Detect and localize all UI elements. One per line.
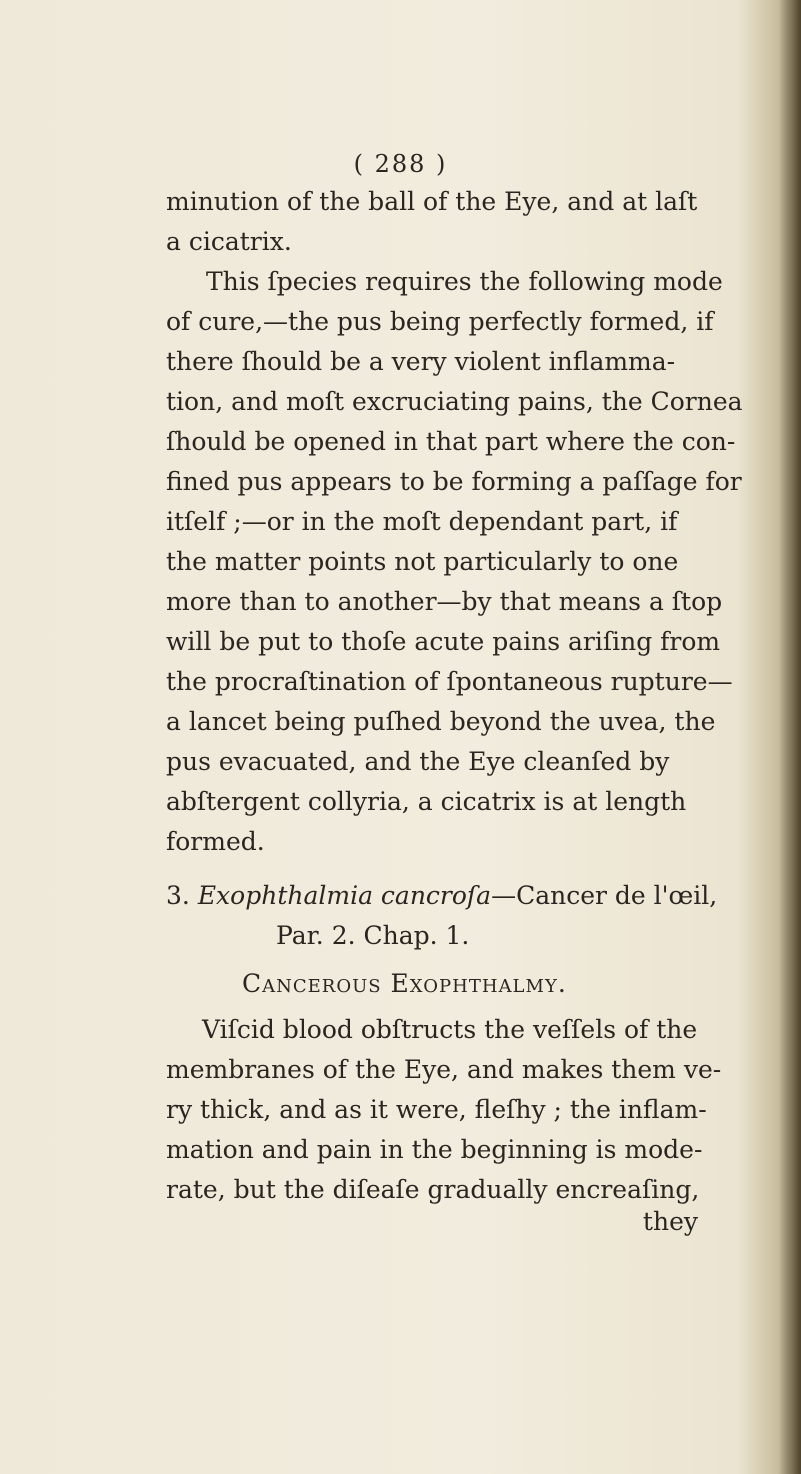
entry-latin-name: Exophthalmia cancroſa [197, 881, 492, 910]
text-line: tion, and moſt excruciating pains, the Cornea [166, 387, 743, 416]
text-line: This ſpecies requires the following mode [206, 267, 723, 296]
text-line: a cicatrix. [166, 227, 292, 256]
section-heading: Cancerous Exophthalmy. [242, 969, 567, 998]
text-line: ſhould be opened in that part where the con- [166, 427, 736, 456]
text-line: rate, but the diſeaſe gradually encreaſing, [166, 1175, 700, 1204]
text-line: minution of the ball of the Eye, and at laſt [166, 187, 698, 216]
text-line: will be put to thoſe acute pains ariſing from [166, 627, 721, 656]
page-number-header: ( 288 ) [353, 150, 448, 178]
text-line: there ſhould be a very violent inflamma- [166, 347, 676, 376]
text-line: the matter points not particularly to one [166, 547, 679, 576]
text-line: membranes of the Eye, and makes them ve- [166, 1055, 722, 1084]
text-line: fined pus appears to be forming a paſſage for [166, 467, 742, 496]
entry-french-name: —Cancer de l'œil, [491, 881, 718, 910]
text-line: more than to another—by that means a ſtop [166, 587, 723, 616]
text-line: abſtergent collyria, a cicatrix is at length [166, 787, 687, 816]
body-text [166, 182, 746, 1242]
page-edge [779, 0, 801, 1474]
entry-reference: Par. 2. Chap. 1. [276, 921, 470, 950]
text-line: Viſcid blood obſtructs the veſſels of the [202, 1015, 698, 1044]
text-line: ry thick, and as it were, fleſhy ; the inflam- [166, 1095, 707, 1124]
text-line: the procraſtination of ſpontaneous rupture— [166, 667, 733, 696]
text-line: mation and pain in the beginning is mode- [166, 1135, 703, 1164]
entry-number: 3. [166, 881, 190, 910]
entry-line [166, 876, 746, 916]
text-line: formed. [166, 827, 265, 856]
text-line: itſelf ;—or in the moſt dependant part, if [166, 507, 678, 536]
catchword: they [642, 1207, 698, 1236]
text-line: a lancet being puſhed beyond the uvea, the [166, 707, 716, 736]
text-line: of cure,—the pus being perfectly formed, if [166, 307, 714, 336]
text-line: pus evacuated, and the Eye cleanſed by [166, 747, 670, 776]
